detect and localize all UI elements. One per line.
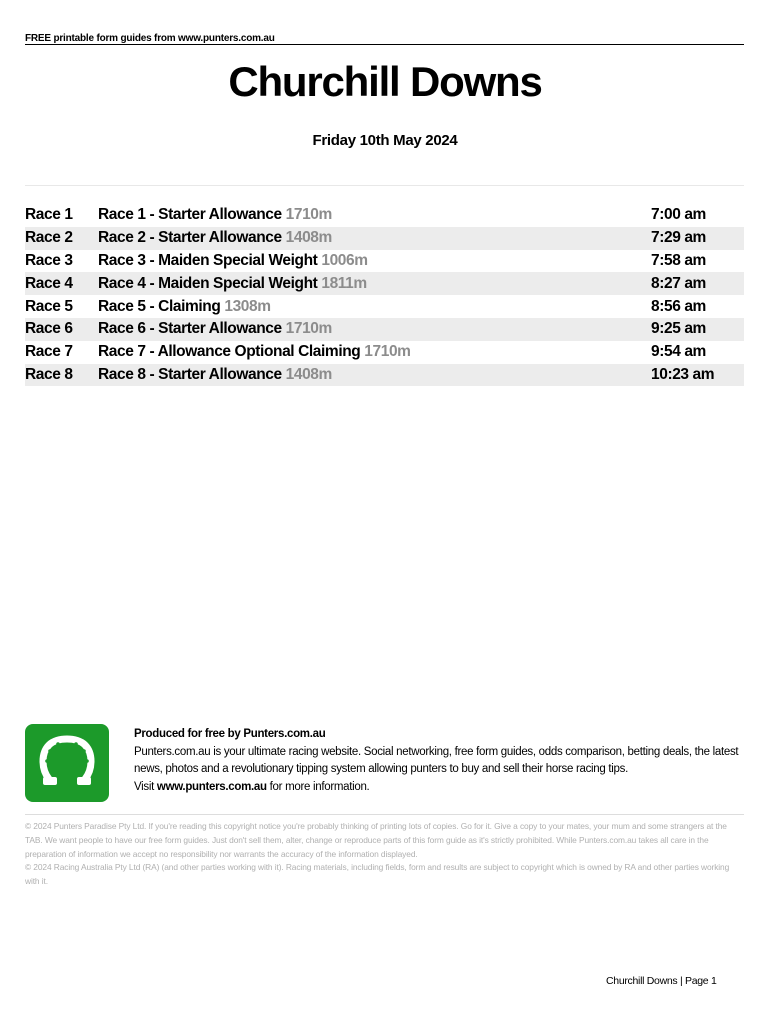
race-number: Race 5 [25,297,73,315]
race-time: 7:00 am [651,206,706,224]
copyright-line-2: © 2024 Racing Australia Pty Ltd (RA) (and other parties working with it). Racing materials, including fields, form and results are subject to copyright which is owned by RA and other parties working with it. [25,862,730,887]
race-name: Race 2 - Starter Allowance 1408m [98,229,332,247]
page-title: Churchill Downs [228,58,542,105]
race-distance: 1408m [285,365,332,383]
race-distance: 1811m [321,274,367,292]
race-name: Race 4 - Maiden Special Weight 1811m [98,274,367,292]
promo-block [25,724,744,804]
race-distance: 1006m [321,251,368,269]
race-name: Race 5 - Claiming 1308m [98,297,271,315]
header-tagline: FREE printable form guides from www.punters.com.au [25,33,275,44]
race-row[interactable] [25,341,744,364]
race-time: 8:27 am [651,274,706,292]
race-time: 7:29 am [651,229,706,247]
promo-text [134,726,746,796]
copyright-divider [25,814,744,815]
page-footer: Churchill Downs | Page 1 [606,975,717,987]
punters-logo [25,724,109,802]
race-row[interactable] [25,295,744,318]
race-list [25,204,744,386]
race-distance: 1710m [285,206,332,224]
race-row[interactable] [25,272,744,295]
race-row[interactable] [25,318,744,341]
race-row[interactable] [25,204,744,227]
horseshoe-icon [35,729,99,798]
copyright-line-1: © 2024 Punters Paradise Pty Ltd. If you're reading this copyright notice you're probably thinking of printing lots of copies. Go for it. Give a copy to your mates, your mum and some strangers at the TAB. We want people to have our free form guides. Just don't sell them, alter, change or reproduce parts of this form guide as it's strictly prohibited. While Punters.com.au takes all care in the preparation of information we accept no responsibility nor warrants the accuracy of the information displayed. [25,821,727,859]
title-separator [25,185,744,186]
copyright-notice [25,820,744,889]
race-distance: 1710m [364,343,411,361]
race-row[interactable] [25,250,744,273]
race-number: Race 8 [25,365,73,383]
race-name: Race 8 - Starter Allowance 1408m [98,365,332,383]
race-number: Race 1 [25,206,73,224]
race-row[interactable] [25,364,744,387]
race-name: Race 3 - Maiden Special Weight 1006m [98,251,368,269]
race-name: Race 6 - Starter Allowance 1710m [98,320,332,338]
race-distance: 1308m [224,297,271,315]
race-distance: 1408m [285,229,332,247]
race-name: Race 7 - Allowance Optional Claiming 1710m [98,343,411,361]
promo-title: Produced for free by Punters.com.au [134,728,326,740]
race-number: Race 7 [25,343,73,361]
race-number: Race 4 [25,274,73,292]
punters-link[interactable]: www.punters.com.au [156,780,267,793]
promo-body: Punters.com.au is your ultimate racing website. Social networking, free form guides, odds comparison, betting deals, the latest news, photos and a revolutionary tipping system allowing punters to buy and sell their horse racing tips. [134,745,739,775]
race-time: 9:54 am [651,343,706,361]
race-number: Race 6 [25,320,73,338]
race-row[interactable] [25,227,744,250]
race-distance: 1710m [285,320,332,338]
race-date: Friday 10th May 2024 [312,132,458,149]
race-time: 7:58 am [651,251,706,269]
race-name: Race 1 - Starter Allowance 1710m [98,206,332,224]
race-number: Race 3 [25,251,73,269]
top-bar [25,28,744,45]
race-time: 9:25 am [651,320,706,338]
race-number: Race 2 [25,229,73,247]
race-time: 10:23 am [651,365,715,383]
race-time: 8:56 am [651,297,706,315]
promo-visit: Visit www.punters.com.au for more information. [134,780,370,793]
